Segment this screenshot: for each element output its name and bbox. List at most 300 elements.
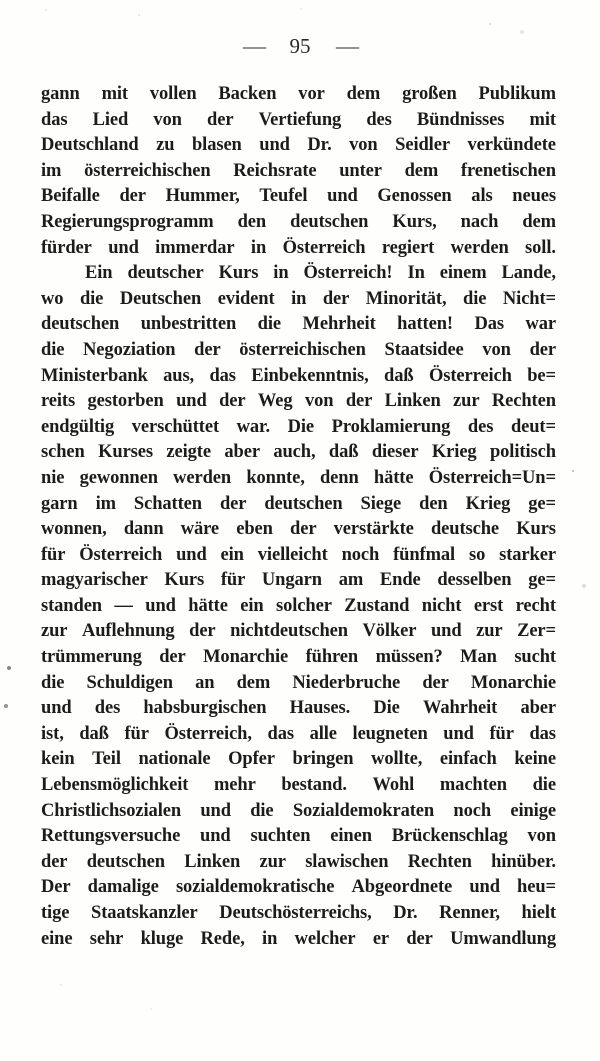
word: Österreich [428, 365, 512, 386]
word: von [527, 826, 556, 847]
text-line [41, 186, 556, 212]
word: Österreich [79, 544, 163, 565]
word: Ein [85, 263, 113, 284]
word: In [407, 263, 425, 284]
word: Schuldigen [86, 672, 173, 693]
word: be= [527, 365, 556, 386]
word: recht [515, 595, 556, 616]
text-line [41, 519, 556, 545]
word: sozialdemokratische [175, 877, 335, 898]
word: hätte [373, 467, 414, 488]
text-line [41, 442, 556, 468]
word: die [79, 288, 104, 309]
word: Rede, [200, 928, 245, 949]
word: müssen? [375, 647, 443, 668]
word: Der [41, 877, 71, 898]
word: für [220, 570, 246, 591]
text-line [41, 877, 556, 903]
word: ge= [528, 493, 556, 514]
word: Sozialdemokraten [292, 800, 435, 821]
word: Dr. [393, 903, 418, 923]
word: und [469, 877, 500, 898]
text-line [41, 366, 556, 392]
word: mehr [213, 775, 256, 796]
word: welcher [294, 928, 356, 949]
word: und [443, 723, 474, 744]
word: Hummer, [165, 186, 240, 207]
word: garn [41, 493, 78, 514]
text-line [41, 314, 556, 340]
word: standen [41, 595, 102, 616]
word: Dr. [307, 135, 332, 156]
word: daß [328, 442, 359, 463]
word: und [430, 621, 462, 642]
word: der [422, 672, 449, 693]
text-line [41, 903, 556, 929]
word: blasen [191, 135, 242, 156]
word: zur [453, 391, 480, 412]
word: neues [512, 186, 556, 207]
word: für [489, 723, 514, 744]
word: Publikum [478, 84, 556, 104]
word: Renner, [439, 903, 500, 923]
word: Völker [362, 621, 417, 642]
word: von [482, 339, 511, 360]
word: für [41, 544, 66, 565]
word: und [327, 186, 358, 207]
word: desselben [437, 570, 512, 591]
word: kein [41, 749, 75, 770]
word: Bündnisses [416, 109, 505, 130]
body-text [41, 84, 556, 954]
word: Proklamierung [331, 416, 451, 437]
word: Deutschösterreichs, [219, 903, 372, 923]
word: Das [474, 314, 504, 335]
word: einen [330, 826, 372, 847]
word: evident [217, 288, 275, 309]
word: wäre [180, 519, 220, 540]
word: Man [460, 647, 497, 668]
text-line [41, 289, 556, 315]
word: — [114, 595, 133, 616]
word: des [366, 109, 392, 130]
word: die [463, 288, 487, 309]
word: dem [236, 672, 271, 693]
word: am [338, 570, 364, 591]
text-line [41, 749, 556, 775]
word: das [267, 723, 294, 744]
text-line [41, 494, 556, 520]
word: slawischen [305, 851, 389, 872]
word: Staatskanzler [91, 903, 198, 923]
word: Negoziation [83, 339, 176, 360]
word: regiert [381, 237, 435, 258]
word: Kurses [98, 442, 153, 463]
header-dash-left: — [242, 34, 265, 58]
word: einem [439, 263, 487, 284]
word: Genossen [377, 186, 452, 207]
word: der [406, 928, 433, 949]
word: die [532, 775, 556, 796]
text-line [41, 391, 556, 417]
word: solcher [276, 595, 332, 616]
word: Deutschland [41, 135, 139, 156]
word: in [250, 237, 267, 258]
word: denn [319, 467, 359, 488]
text-line [41, 110, 556, 136]
word: Kurs [516, 519, 556, 540]
word: und [108, 237, 139, 258]
word: Zer= [517, 621, 556, 642]
word: er [372, 928, 390, 949]
word: Mehrheit [302, 314, 376, 335]
text-line [41, 340, 556, 366]
word: kluge [140, 928, 184, 949]
word: der [219, 391, 246, 412]
word: Regierungsprogramm [41, 211, 214, 232]
word: der [194, 339, 221, 360]
word: Vertiefung [258, 109, 342, 130]
word: hinüber. [491, 851, 556, 872]
word: Teufel [259, 186, 308, 207]
word: noch [341, 544, 380, 565]
word: Krieg [431, 442, 477, 463]
word: tige [41, 903, 70, 923]
word: zeigte [166, 442, 211, 463]
word: Abgeordnete [351, 877, 453, 898]
word: fürder [41, 237, 92, 258]
word: daß [384, 365, 414, 386]
word: und [259, 135, 290, 156]
word: verschüttet [131, 416, 220, 437]
word: Hauses. [289, 698, 351, 719]
word: Krieg [465, 493, 511, 514]
word: Monarchie [203, 647, 289, 668]
word: deutschen [86, 851, 165, 872]
word: alle [309, 723, 337, 744]
word: ge= [528, 570, 556, 591]
word: werden [450, 237, 509, 258]
word: ein [220, 544, 244, 565]
word: gewonnen [79, 467, 158, 488]
word: frenetischen [460, 160, 556, 181]
word: dem [346, 84, 381, 104]
word: unbestritten [140, 314, 237, 335]
word: bestand. [281, 775, 347, 796]
text-line [41, 417, 556, 443]
word: unter [339, 160, 382, 181]
word: zur [259, 851, 286, 872]
word: Ministerbank [41, 365, 148, 386]
word: Seidler [395, 135, 450, 156]
word: in [273, 263, 289, 284]
text-line [41, 161, 556, 187]
word: ein [240, 595, 264, 616]
word: sucht [514, 647, 556, 668]
word: gann [41, 84, 80, 104]
word: die [257, 314, 281, 335]
word: habsburgischen [143, 698, 267, 719]
word: daß [79, 723, 109, 744]
word: noch [453, 800, 492, 821]
text-line [41, 238, 556, 264]
word: den [419, 493, 448, 514]
word: Wahrheit [422, 698, 498, 719]
word: eine [41, 928, 73, 949]
word: nach [460, 211, 499, 232]
word: Monarchie [470, 672, 556, 693]
word: Schatten [133, 493, 202, 514]
word: zu [156, 135, 175, 156]
word: und [41, 698, 72, 719]
word: soll. [525, 237, 556, 258]
word: deutschen [264, 493, 343, 514]
text-line [41, 647, 556, 673]
word: führen [305, 647, 359, 668]
word: Österreich, [164, 723, 252, 744]
word: österreichischen [239, 339, 366, 360]
word: dem [404, 160, 439, 181]
word: das [209, 365, 236, 386]
word: des [467, 416, 494, 437]
word: nie [41, 467, 65, 488]
word: erst [473, 595, 504, 616]
word: aber [520, 698, 556, 719]
word: hatten! [397, 314, 453, 335]
word: von [349, 135, 378, 156]
word: der [189, 621, 216, 642]
word: politisch [489, 442, 556, 463]
word: endgültig [41, 416, 115, 437]
word: Lande, [501, 263, 556, 284]
word: mit [101, 84, 128, 104]
text-line [41, 468, 556, 494]
word: Brückenschlag [391, 826, 508, 847]
word: großen [402, 84, 457, 104]
word: der [41, 851, 68, 872]
word: Christlichsozialen [41, 800, 182, 821]
word: der [290, 519, 317, 540]
word: wollte, [371, 749, 423, 770]
word: einfach [439, 749, 497, 770]
word: der [345, 391, 373, 412]
word: Ende [379, 570, 421, 591]
word: hätte [188, 595, 228, 616]
word: der [159, 647, 186, 668]
word: zur [476, 621, 503, 642]
word: magyarischer [41, 570, 148, 591]
word: Linken [384, 391, 441, 412]
word: und [176, 391, 207, 412]
word: Rechten [407, 851, 472, 872]
scan-speck [0, 0, 2, 2]
word: machten [439, 775, 507, 796]
word: Kurs [218, 263, 259, 284]
word: der [219, 493, 247, 514]
word: Ungarn [261, 570, 322, 591]
word: so [468, 544, 486, 565]
word: von [304, 391, 334, 412]
word: auch, [273, 442, 316, 463]
word: vor [298, 84, 325, 104]
page-number: 95 [289, 34, 311, 58]
word: die [250, 800, 274, 821]
word: deutsche [430, 519, 500, 540]
word: hielt [521, 903, 556, 923]
word: Kurs, [392, 211, 437, 232]
text-line [41, 212, 556, 238]
word: Lied [92, 109, 129, 130]
word: Teil [92, 749, 121, 770]
word: Wohl [372, 775, 415, 796]
text-line [41, 724, 556, 750]
text-line [41, 775, 556, 801]
word: das [41, 109, 68, 130]
word: Linken [184, 851, 241, 872]
text-line [41, 929, 556, 955]
word: wo [41, 288, 64, 309]
word: der [207, 109, 234, 130]
word: als [471, 186, 493, 207]
word: verstärkte [333, 519, 414, 540]
word: konnte, [246, 467, 305, 488]
word: wonnen, [41, 519, 107, 540]
text-line [41, 263, 556, 289]
word: Nicht= [502, 288, 556, 309]
text-line [41, 545, 556, 571]
word: vielleicht [257, 544, 328, 565]
word: verkündete [467, 135, 556, 156]
text-line [41, 84, 556, 110]
word: Reichsrate [233, 160, 317, 181]
word: heu= [517, 877, 556, 898]
word: mit [529, 109, 556, 130]
word: leugneten [352, 723, 428, 744]
word: Staatsidee [384, 339, 464, 360]
word: dem [522, 211, 556, 232]
word: der [119, 186, 146, 207]
word: die [41, 672, 65, 693]
text-line [41, 852, 556, 878]
word: der [322, 288, 350, 309]
word: Österreich! [303, 263, 393, 284]
word: immerdar [155, 237, 235, 258]
word: aber [224, 442, 260, 463]
word: Die [287, 416, 315, 437]
word: nationale [138, 749, 211, 770]
word: im [95, 493, 116, 514]
word: und [200, 800, 231, 821]
word: die [41, 339, 65, 360]
word: an [195, 672, 215, 693]
word: Weg [257, 391, 293, 412]
word: des [94, 698, 121, 719]
word: dieser [371, 442, 419, 463]
word: von [153, 109, 182, 130]
word: der [529, 339, 556, 360]
word: gestorben [87, 391, 164, 412]
word: Opfer [228, 749, 275, 770]
word: nichtdeutschen [230, 621, 348, 642]
word: Zustand [344, 595, 410, 616]
word: Rechten [491, 391, 556, 412]
word: deutscher [127, 263, 204, 284]
word: reits [41, 391, 76, 412]
word: Lebensmöglichkeit [41, 775, 189, 796]
word: Umwandlung [450, 928, 556, 949]
word: zur [41, 621, 68, 642]
word: schen [41, 442, 85, 463]
word: keine [514, 749, 556, 770]
word: Siege [360, 493, 402, 514]
word: den [237, 211, 267, 232]
word: Beifalle [41, 186, 100, 207]
word: und [200, 826, 231, 847]
word: damalige [87, 877, 159, 898]
text-line [41, 570, 556, 596]
word: vollen [149, 84, 197, 104]
text-line [41, 135, 556, 161]
word: deutschen [41, 314, 120, 335]
header-dash-right: — [335, 34, 358, 58]
word: Niederbruche [292, 672, 401, 693]
word: war [525, 314, 556, 335]
word: Kurs [164, 570, 205, 591]
word: trümmerung [41, 647, 142, 668]
word: bringen [292, 749, 354, 770]
word: im [41, 160, 62, 181]
word: suchten [250, 826, 311, 847]
word: und [176, 544, 207, 565]
word: Backen [218, 84, 277, 104]
word: Einbekenntnis, [251, 365, 369, 386]
word: deut= [510, 416, 556, 437]
word: Österreich=Un= [428, 467, 556, 488]
word: war. [236, 416, 270, 437]
text-line [41, 801, 556, 827]
text-line [41, 621, 556, 647]
word: und [145, 595, 176, 616]
text-line [41, 673, 556, 699]
word: fünfmal [393, 544, 456, 565]
word: aus, [163, 365, 195, 386]
text-line [41, 826, 556, 852]
word: für [124, 723, 149, 744]
word: österreichischen [84, 160, 211, 181]
word: einige [510, 800, 556, 821]
word: Minorität, [365, 288, 447, 309]
word: werden [173, 467, 232, 488]
page-header [0, 34, 600, 59]
word: das [529, 723, 556, 744]
text-line [41, 596, 556, 622]
word: dann [123, 519, 164, 540]
word: Österreich [282, 237, 366, 258]
word: Auflehnung [81, 621, 175, 642]
word: sehr [89, 928, 124, 949]
word: Rettungsversuche [41, 826, 181, 847]
word: deutschen [290, 211, 369, 232]
word: starker [499, 544, 556, 565]
word: eben [236, 519, 273, 540]
word: nicht [421, 595, 462, 616]
text-line [41, 698, 556, 724]
word: Deutschen [119, 288, 202, 309]
word: ist, [41, 723, 64, 744]
word: in [291, 288, 307, 309]
word: in [262, 928, 278, 949]
word: Die [373, 698, 400, 719]
